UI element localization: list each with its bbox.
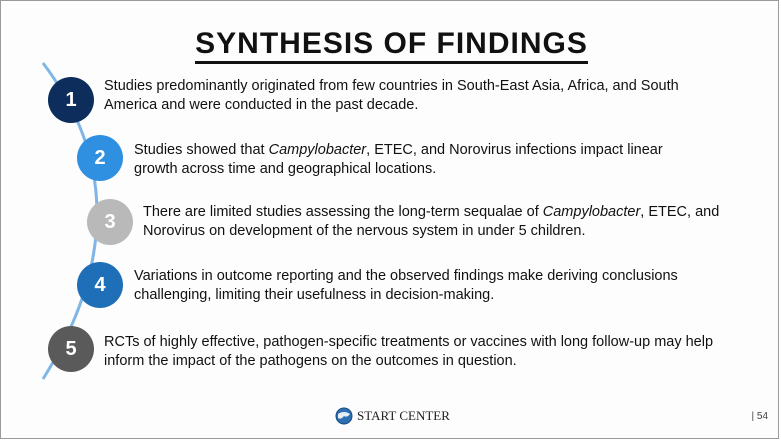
step-4-circle: [77, 262, 123, 308]
step-4-number: 4: [94, 273, 106, 296]
step-1-text: Studies predominantly originated from few countries in South-East Asia, Africa, and South America and were conducted in the past decade.: [104, 78, 679, 113]
page-number: | 54: [751, 411, 768, 422]
step-4-text: Variations in outcome reporting and the observed findings make deriving conclusions challenging, limiting their usefulness in decision-making.: [134, 268, 678, 303]
start-center-logo: [335, 407, 450, 425]
slide-title: SYNTHESIS OF FINDINGS: [1, 27, 781, 61]
step-5-circle: [48, 326, 94, 372]
step-2-circle: [77, 135, 123, 181]
step-1-circle: [48, 77, 94, 123]
step-3-text: There are limited studies assessing the long-term sequalae of Campylobacter, ETEC, and Norovirus on development of the nervous system in under 5 children.: [143, 204, 720, 239]
step-2-number: 2: [94, 146, 106, 169]
step-5-number: 5: [65, 337, 77, 360]
step-5-text: RCTs of highly effective, pathogen-specific treatments or vaccines with long follow-up may help inform the impact of the pathogens on the outcomes in question.: [104, 334, 714, 369]
step-3-number: 3: [104, 210, 116, 233]
step-2-text: Studies showed that Campylobacter, ETEC, and Norovirus infections impact linear growth across time and geographical locations.: [134, 142, 663, 177]
step-3-circle: [87, 199, 133, 245]
logo-text: START CENTER: [357, 408, 450, 423]
globe-icon: [335, 407, 353, 425]
step-1-number: 1: [65, 88, 77, 111]
